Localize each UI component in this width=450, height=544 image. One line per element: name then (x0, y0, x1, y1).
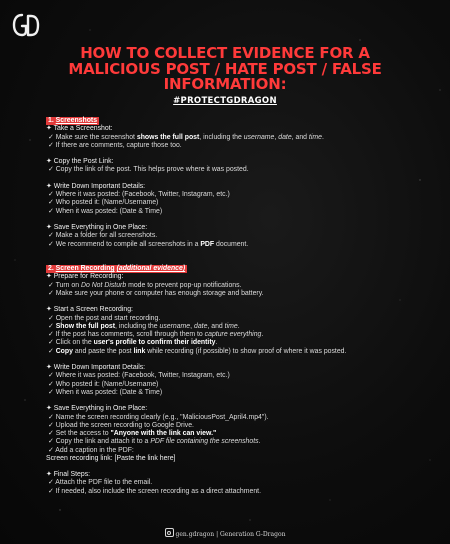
section-label-screenshots: 1. Screenshots (48, 117, 98, 124)
gd-logo (12, 12, 40, 38)
block-heading: ✦ Start a Screen Recording: (46, 306, 133, 314)
list-item: ✓ Make a folder for all screenshots. (48, 232, 158, 240)
title-line-3: INFORMATION: (163, 75, 287, 93)
section-screenshots (46, 117, 441, 249)
list-item: ✓ Click on the user's profile to confirm their identity. (48, 339, 218, 347)
list-item: ✓ Copy and paste the post link while recording (if possible) to show proof of where it was posted. (48, 347, 347, 355)
block-heading: ✦ Final Steps: (46, 471, 91, 479)
instagram-icon (165, 528, 174, 537)
block-heading: ✦ Save Everything in One Place: (46, 224, 148, 232)
section-label-screen-recording: 2. Screen Recording (additional evidence) (48, 265, 186, 273)
block-write-details-2 (46, 364, 441, 397)
list-item: ✓ If needed, also include the screen recording as a direct attachment. (48, 487, 261, 495)
page-title (0, 46, 450, 93)
block-write-details (46, 183, 441, 216)
list-item: ✓ Make sure the screenshot shows the full post, including the username, date, and time. (48, 133, 324, 141)
list-item: ✓ We recommend to compile all screenshots in a PDF document. (48, 240, 249, 248)
list-item: ✓ When it was posted: (Date & Time) (48, 388, 163, 396)
list-item: ✓ When it was posted: (Date & Time) (48, 207, 163, 215)
block-prepare-recording (46, 273, 441, 298)
block-take-screenshot (46, 125, 441, 150)
list-item: ✓ Set the access to "Anyone with the link can view." (48, 430, 217, 437)
list-item: ✓ Who posted it: (Name/Username) (48, 199, 159, 207)
list-item: ✓ Name the screen recording clearly (e.g., "MaliciousPost_April4.mp4"). (48, 413, 269, 421)
list-item: ✓ Attach the PDF file to the email. (48, 479, 153, 487)
list-item: ✓ Show the full post, including the username, date, and time. (48, 322, 240, 330)
list-item: ✓ If the post has comments, scroll through them to capture everything. (48, 331, 264, 339)
list-item: ✓ Upload the screen recording to Google Drive. (48, 421, 194, 429)
list-item: ✓ Open the post and start recording. (48, 314, 161, 322)
block-save-everything-2 (46, 405, 441, 463)
list-item: ✓ If there are comments, capture those too. (48, 141, 182, 149)
block-copy-link (46, 158, 441, 175)
content-body (46, 117, 441, 496)
block-heading: ✦ Copy the Post Link: (46, 158, 114, 166)
list-item: ✓ Who posted it: (Name/Username) (48, 380, 159, 388)
section-screen-recording (46, 265, 441, 496)
block-heading: ✦ Write Down Important Details: (46, 364, 146, 372)
footer-credit (0, 528, 450, 538)
list-item: ✓ Make sure your phone or computer has enough storage and battery. (48, 289, 264, 297)
hashtag: #PROTECTGDRAGON (173, 96, 277, 106)
block-save-everything (46, 224, 441, 249)
footer-handle: gen.gdragon (175, 531, 215, 538)
list-item: ✓ Where it was posted: (Facebook, Twitter, Instagram, etc.) (48, 191, 230, 199)
block-heading: ✦ Take a Screenshot: (46, 125, 113, 133)
list-item: ✓ Copy the link and attach it to a PDF file containing the screenshots. (48, 438, 261, 446)
block-heading: ✦ Write Down Important Details: (46, 182, 146, 190)
footer-separator: | (216, 531, 219, 538)
block-heading: ✦ Save Everything in One Place: (46, 405, 148, 413)
list-item: ✓ Copy the link of the post. This helps prove where it was posted. (48, 166, 249, 174)
list-item: ✓ Add a caption in the PDF: (48, 446, 134, 454)
block-start-recording (46, 306, 441, 356)
block-heading: ✦ Prepare for Recording: (46, 273, 124, 281)
title-line-2: MALICIOUS POST / HATE POST / FALSE (68, 59, 382, 78)
block-final-steps (46, 471, 441, 496)
footer-name: Generation G-Dragon (220, 531, 286, 538)
list-item: ✓ Turn on Do Not Disturb mode to prevent pop-up notifications. (48, 281, 242, 289)
list-item: ✓ Where it was posted: (Facebook, Twitter, Instagram, etc.) (48, 372, 230, 380)
title-line-1: HOW TO COLLECT EVIDENCE FOR A (80, 44, 370, 62)
caption-example: Screen recording link: [Paste the link here] (46, 454, 176, 462)
